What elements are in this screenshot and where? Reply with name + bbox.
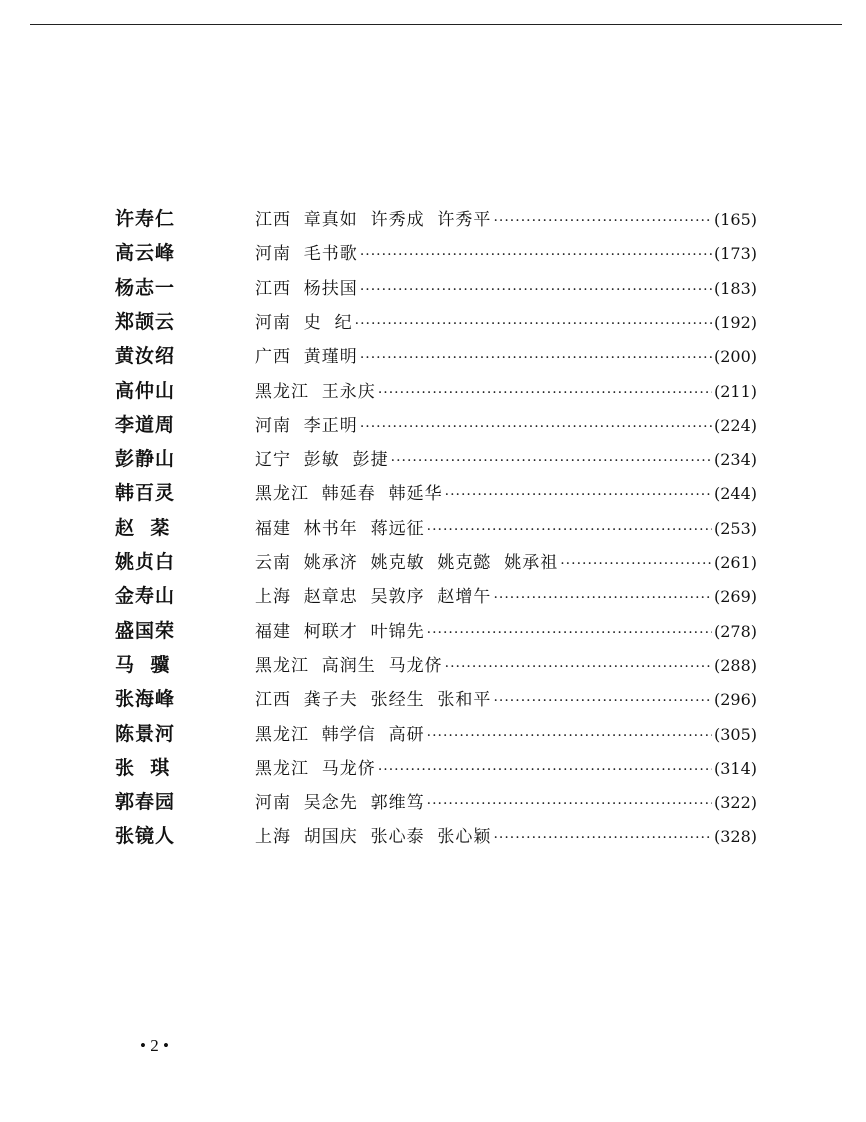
toc-page-number: (165) bbox=[713, 210, 757, 229]
toc-entry-line bbox=[255, 379, 757, 406]
toc-entry-text: 河南 李正明 bbox=[255, 415, 358, 436]
toc-entry-line bbox=[255, 481, 757, 508]
toc-entry-line bbox=[255, 241, 757, 268]
toc-row bbox=[0, 582, 866, 616]
toc-person-name: 陈景河 bbox=[115, 722, 176, 745]
toc-entry-line bbox=[255, 310, 757, 337]
leader-dots bbox=[427, 723, 712, 749]
toc-entry-text: 广西 黄瑾明 bbox=[255, 347, 358, 368]
toc-row bbox=[0, 411, 866, 445]
toc-page-number: (328) bbox=[713, 827, 757, 847]
toc-row bbox=[0, 720, 866, 754]
toc-person-name: 盛国荣 bbox=[115, 619, 176, 642]
toc-row bbox=[0, 342, 866, 376]
toc-person-name: 许寿仁 bbox=[115, 208, 176, 230]
toc-page-number: (288) bbox=[713, 655, 757, 675]
leader-dots bbox=[427, 517, 712, 543]
toc-person-name: 杨志一 bbox=[115, 276, 176, 299]
page-number: • 2 • bbox=[140, 1036, 169, 1055]
toc-entry-line bbox=[255, 687, 757, 714]
leader-dots bbox=[427, 620, 712, 646]
toc-page-number: (305) bbox=[713, 724, 757, 744]
toc-entry-line bbox=[255, 756, 757, 783]
toc-person-name: 张海峰 bbox=[115, 688, 176, 711]
toc-entry-text: 江西 杨扶国 bbox=[255, 278, 358, 299]
toc-entry-text: 河南 史 纪 bbox=[255, 312, 353, 333]
toc-entry-text: 黑龙江 韩延春 韩延华 bbox=[255, 484, 443, 505]
toc-row bbox=[0, 617, 866, 651]
toc-entry-text: 江西 龚子夫 张经生 张和平 bbox=[255, 690, 492, 711]
leader-dots bbox=[360, 345, 712, 371]
toc-entry-text: 江西 章真如 许秀成 许秀平 bbox=[255, 210, 492, 230]
toc-page-number: (224) bbox=[713, 415, 757, 435]
leader-dots bbox=[378, 757, 712, 783]
leader-dots bbox=[493, 585, 712, 611]
leader-dots bbox=[360, 414, 712, 440]
toc-entry-text: 福建 柯联才 叶锦先 bbox=[255, 621, 425, 642]
toc-entry-text: 黑龙江 韩学信 高研 bbox=[255, 724, 425, 745]
toc-entry-line bbox=[255, 447, 757, 474]
toc-person-name: 高云峰 bbox=[115, 242, 176, 265]
toc-person-name: 郭春园 bbox=[115, 791, 176, 814]
toc-page-number: (269) bbox=[713, 587, 757, 607]
toc-page-number: (234) bbox=[713, 450, 757, 470]
toc-page-number: (183) bbox=[713, 278, 757, 298]
toc-person-name: 金寿山 bbox=[115, 585, 176, 608]
toc-page-number: (192) bbox=[713, 312, 757, 332]
toc-entry-text: 黑龙江 王永庆 bbox=[255, 381, 376, 402]
toc-row bbox=[0, 205, 866, 239]
toc-person-name: 郑颉云 bbox=[115, 310, 176, 333]
leader-dots bbox=[355, 311, 712, 337]
toc-row bbox=[0, 239, 866, 273]
toc-page-number: (200) bbox=[713, 347, 757, 367]
toc-page-number: (244) bbox=[713, 484, 757, 504]
toc-person-name: 黄汝绍 bbox=[115, 345, 176, 368]
toc-row bbox=[0, 754, 866, 788]
toc-entry-line bbox=[255, 344, 757, 371]
toc-row bbox=[0, 377, 866, 411]
toc-entry-line bbox=[255, 516, 757, 543]
leader-dots bbox=[391, 448, 712, 474]
toc-entry-text: 河南 吴念先 郭维笃 bbox=[255, 793, 425, 814]
toc-entry-line bbox=[255, 722, 757, 749]
toc-person-name: 彭静山 bbox=[115, 448, 176, 471]
toc-entry-text: 辽宁 彭敏 彭捷 bbox=[255, 450, 389, 471]
top-rule bbox=[30, 24, 842, 25]
toc-page-number: (296) bbox=[713, 690, 757, 710]
toc-entry-text: 云南 姚承济 姚克敏 姚克懿 姚承祖 bbox=[255, 553, 559, 573]
toc-person-name: 姚贞白 bbox=[115, 551, 176, 573]
leader-dots bbox=[493, 825, 712, 851]
toc-row bbox=[0, 685, 866, 719]
toc-entry-text: 上海 赵章忠 吴敦序 赵增午 bbox=[255, 587, 492, 608]
toc-row bbox=[0, 274, 866, 308]
leader-dots bbox=[493, 688, 712, 714]
toc-person-name: 韩百灵 bbox=[115, 482, 176, 505]
toc-row bbox=[0, 788, 866, 822]
toc-entry-line bbox=[255, 653, 757, 680]
toc-page-number: (253) bbox=[713, 518, 757, 538]
toc-person-name: 李道周 bbox=[115, 413, 176, 436]
toc-row bbox=[0, 308, 866, 342]
leader-dots bbox=[445, 654, 712, 680]
leader-dots bbox=[360, 242, 712, 268]
toc-entry-line bbox=[255, 584, 757, 611]
leader-dots bbox=[560, 551, 712, 577]
toc-entry-line bbox=[255, 413, 757, 440]
toc-entry-line bbox=[255, 550, 757, 577]
toc-person-name: 张镜人 bbox=[115, 825, 176, 848]
toc-page-number: (278) bbox=[713, 621, 757, 641]
toc-entry-text: 上海 胡国庆 张心泰 张心颖 bbox=[255, 827, 492, 848]
toc-page-number: (261) bbox=[713, 553, 757, 572]
toc-person-name: 张 琪 bbox=[115, 756, 171, 779]
toc-person-name: 马 骥 bbox=[115, 653, 171, 676]
toc-page-number: (322) bbox=[713, 793, 757, 813]
toc-entry-line bbox=[255, 276, 757, 303]
toc-row bbox=[0, 514, 866, 548]
toc-row bbox=[0, 445, 866, 479]
toc-person-name: 赵 棻 bbox=[115, 516, 171, 539]
toc-entry-text: 黑龙江 马龙侪 bbox=[255, 758, 376, 779]
toc-entry-text: 河南 毛书歌 bbox=[255, 244, 358, 265]
leader-dots bbox=[360, 277, 712, 303]
toc-page-number: (173) bbox=[713, 244, 757, 264]
toc-entry-line bbox=[255, 619, 757, 646]
toc-page-number: (211) bbox=[713, 381, 757, 401]
toc-row bbox=[0, 548, 866, 582]
toc-row bbox=[0, 479, 866, 513]
toc-row bbox=[0, 651, 866, 685]
leader-dots bbox=[427, 791, 712, 817]
leader-dots bbox=[493, 208, 712, 234]
toc-entry-line bbox=[255, 207, 757, 234]
leader-dots bbox=[378, 380, 712, 406]
toc-row bbox=[0, 822, 866, 856]
leader-dots bbox=[445, 482, 712, 508]
toc-entry-line bbox=[255, 790, 757, 817]
toc-entry-text: 福建 林书年 蒋远征 bbox=[255, 518, 425, 539]
toc-entry-text: 黑龙江 高润生 马龙侪 bbox=[255, 655, 443, 676]
toc-entry-line bbox=[255, 824, 757, 851]
toc-page-number: (314) bbox=[713, 758, 757, 778]
toc-person-name: 高仲山 bbox=[115, 379, 176, 402]
